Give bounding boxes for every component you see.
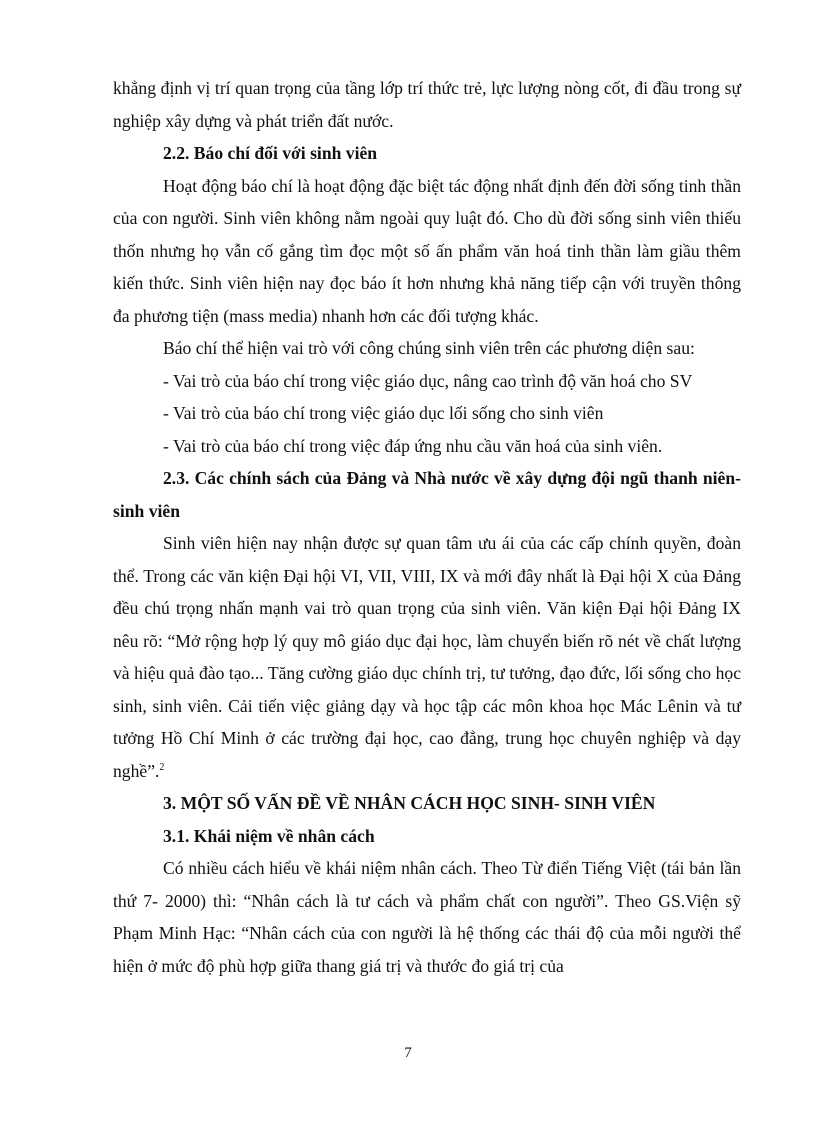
paragraph-2-2-2: Báo chí thể hiện vai trò với công chúng sinh viên trên các phương diện sau: xyxy=(163,338,695,358)
paragraph-3-1-1: Có nhiều cách hiểu về khái niệm nhân cách. Theo Từ điển Tiếng Việt (tái bản lần thứ 7- 2000) thì: “Nhân cách là tư cách và phẩm chất con người”. Theo GS.Viện sỹ Phạm Minh Hạc: “Nhân cách của con người là hệ thống các thái độ của mỗi người thể hiện ở mức độ phù hợp giữa thang giá trị và thước đo giá trị của xyxy=(113,858,741,976)
continuation-paragraph: khẳng định vị trí quan trọng của tầng lớp trí thức trẻ, lực lượng nòng cốt, đi đầu trong sự nghiệp xây dựng và phát triển đất nước. xyxy=(113,78,741,131)
page-number: 7 xyxy=(404,1045,412,1061)
section-heading-2-2: 2.2. Báo chí đối với sinh viên xyxy=(163,143,378,163)
paragraph-2-2-1: Hoạt động báo chí là hoạt động đặc biệt tác động nhất định đến đời sống tinh thần của con người. Sinh viên không nằm ngoài quy luật đó. Cho dù đời sống sinh viên thiếu thốn nhưng họ vẫn cố gắng tìm đọc một số ấn phẩm văn hoá tinh thần làm giầu thêm kiến thức. Sinh viên hiện nay đọc báo ít hơn nhưng khả năng tiếp cận với truyền thông đa phương tiện (mass media) nhanh hơn các đối tượng khác. xyxy=(113,175,741,326)
section-heading-3-1: 3.1. Khái niệm về nhân cách xyxy=(163,825,375,846)
bullet-item: - Vai trò của báo chí trong việc đáp ứng nhu cầu văn hoá của sinh viên. xyxy=(163,435,663,456)
paragraph-2-3-1-text: Sinh viên hiện nay nhận được sự quan tâm ưu ái của các cấp chính quyền, đoàn thể. Trong các văn kiện Đại hội VI, VII, VIII, IX và mới đây nhất là Đại hội X của Đảng đều chú trọng nhấn mạnh vai trò quan trọng của sinh viên. Văn kiện Đại hội Đảng IX nêu rõ: “Mở rộng hợp lý quy mô giáo dục đại học, làm chuyển biến rõ nét về chất lượng và hiệu quả đào tạo... Tăng cường giáo dục chính trị, tư tưởng, đạo đức, lối sống cho học sinh, sinh viên. Cải tiến việc giảng dạy và học tập các môn khoa học Mác Lênin và tư tưởng Hồ Chí Minh ở các trường đại học, cao đẳng, trung học chuyên nghiệp và dạy nghề”. xyxy=(113,533,741,781)
section-heading-2-3: 2.3. Các chính sách của Đảng và Nhà nước về xây dựng đội ngũ thanh niên- sinh viên xyxy=(113,468,741,521)
footnote-ref: 2 xyxy=(159,761,165,773)
paragraph-2-3-1 xyxy=(113,527,741,787)
bullet-item: - Vai trò của báo chí trong việc giáo dục, nâng cao trình độ văn hoá cho SV xyxy=(163,370,693,391)
bullet-item: - Vai trò của báo chí trong việc giáo dục lối sống cho sinh viên xyxy=(163,403,604,423)
section-heading-3: 3. MỘT SỐ VẤN ĐỀ VỀ NHÂN CÁCH HỌC SINH- SINH VIÊN xyxy=(163,793,656,813)
document-page xyxy=(113,72,741,982)
